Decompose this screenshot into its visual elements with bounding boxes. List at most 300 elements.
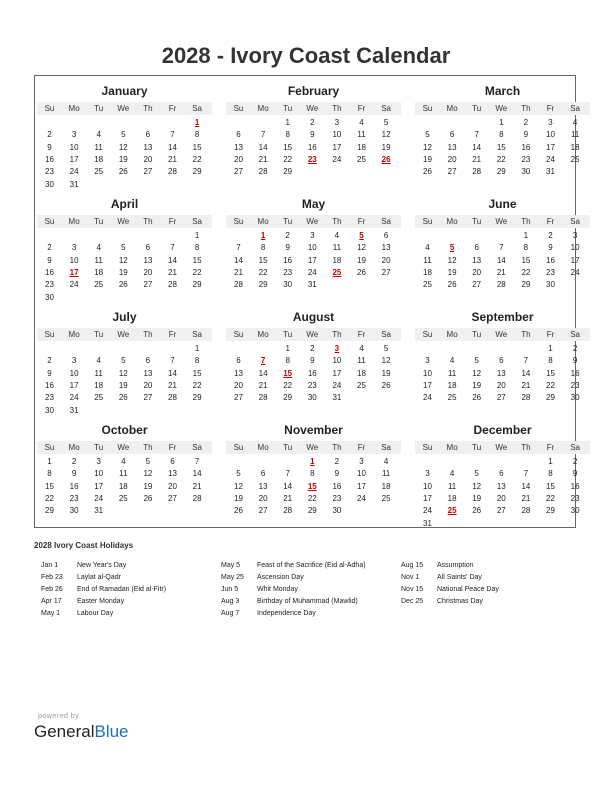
day-cell[interactable]: 13 xyxy=(447,142,457,152)
generalblue-logo[interactable] xyxy=(34,722,129,742)
day-cell[interactable]: 20 xyxy=(143,380,153,390)
day-cell[interactable]: 8 xyxy=(47,469,52,479)
day-cell[interactable]: 7 xyxy=(170,130,175,140)
day-cell[interactable]: 22 xyxy=(546,380,555,390)
day-cell[interactable]: 9 xyxy=(47,368,52,378)
day-cell[interactable]: 8 xyxy=(499,130,504,140)
day-cell[interactable]: 9 xyxy=(71,469,77,479)
day-cell[interactable]: 26 xyxy=(234,506,243,516)
day-cell[interactable]: 31 xyxy=(423,518,432,528)
day-cell[interactable]: 9 xyxy=(310,130,315,140)
day-cell[interactable]: 2 xyxy=(285,231,290,240)
day-cell[interactable]: 26 xyxy=(118,393,128,403)
day-cell[interactable]: 3 xyxy=(572,231,578,240)
day-cell[interactable]: 25 xyxy=(570,154,580,164)
day-cell[interactable]: 18 xyxy=(94,267,104,277)
day-cell[interactable]: 19 xyxy=(472,380,482,390)
day-cell[interactable]: 18 xyxy=(423,267,432,277)
day-cell[interactable]: 6 xyxy=(260,469,266,479)
day-cell[interactable]: 12 xyxy=(472,368,482,378)
day-cell[interactable]: 25 xyxy=(447,393,457,403)
day-cell[interactable]: 24 xyxy=(332,154,342,164)
day-cell[interactable]: 29 xyxy=(283,393,293,403)
day-cell[interactable]: 29 xyxy=(258,280,268,290)
day-cell[interactable]: 29 xyxy=(521,280,531,290)
day-cell[interactable]: 16 xyxy=(283,255,293,265)
day-cell[interactable]: 21 xyxy=(283,493,293,503)
day-cell[interactable]: 7 xyxy=(260,130,266,140)
day-cell[interactable]: 27 xyxy=(143,167,153,177)
day-cell[interactable]: 1 xyxy=(548,344,553,353)
day-cell[interactable]: 24 xyxy=(546,154,555,164)
day-cell[interactable]: 29 xyxy=(307,506,317,516)
day-cell[interactable]: 26 xyxy=(381,380,391,390)
day-cell[interactable]: 17 xyxy=(69,380,79,390)
day-cell[interactable]: 10 xyxy=(69,142,79,152)
day-cell[interactable]: 5 xyxy=(236,469,241,479)
day-cell[interactable]: 15 xyxy=(45,481,54,491)
day-cell[interactable]: 5 xyxy=(383,344,389,353)
day-cell[interactable]: 13 xyxy=(143,255,153,265)
day-cell[interactable]: 21 xyxy=(258,380,268,390)
day-cell[interactable]: 25 xyxy=(423,280,432,290)
day-cell[interactable]: 17 xyxy=(307,255,317,265)
day-cell[interactable]: 23 xyxy=(332,493,342,503)
day-cell[interactable]: 27 xyxy=(381,267,391,277)
day-cell[interactable]: 18 xyxy=(94,154,104,164)
day-cell[interactable]: 28 xyxy=(258,167,268,177)
day-cell[interactable]: 21 xyxy=(472,154,482,164)
day-cell[interactable]: 6 xyxy=(499,469,504,479)
day-cell[interactable]: 15 xyxy=(258,255,268,265)
day-cell[interactable]: 18 xyxy=(357,368,366,378)
day-cell[interactable]: 29 xyxy=(546,393,555,403)
day-cell[interactable]: 9 xyxy=(285,243,290,253)
day-cell[interactable]: 21 xyxy=(521,380,531,390)
day-cell[interactable]: 12 xyxy=(234,481,243,491)
day-cell[interactable]: 10 xyxy=(423,481,432,491)
day-cell[interactable]: 17 xyxy=(570,255,580,265)
day-cell[interactable]: 17 xyxy=(546,142,555,152)
day-cell[interactable]: 19 xyxy=(118,380,128,390)
day-cell[interactable]: 20 xyxy=(168,481,177,491)
day-cell[interactable]: 20 xyxy=(234,380,243,390)
day-cell[interactable]: 31 xyxy=(307,280,317,290)
day-cell[interactable]: 12 xyxy=(118,255,128,265)
day-cell[interactable]: 3 xyxy=(71,356,77,366)
day-cell[interactable]: 27 xyxy=(258,506,268,516)
day-cell[interactable]: 4 xyxy=(121,457,126,466)
day-cell[interactable]: 17 xyxy=(94,481,104,491)
day-cell[interactable]: 3 xyxy=(96,457,101,466)
day-cell[interactable]: 9 xyxy=(47,142,52,152)
day-cell[interactable]: 20 xyxy=(143,267,153,277)
day-cell[interactable]: 12 xyxy=(143,469,153,479)
holiday-day-cell[interactable]: 5 xyxy=(359,231,364,240)
day-cell[interactable]: 18 xyxy=(332,255,342,265)
day-cell[interactable]: 26 xyxy=(118,280,128,290)
day-cell[interactable]: 2 xyxy=(47,356,52,366)
day-cell[interactable]: 14 xyxy=(258,368,268,378)
day-cell[interactable]: 22 xyxy=(283,380,293,390)
day-cell[interactable]: 2 xyxy=(572,457,578,466)
day-cell[interactable]: 14 xyxy=(521,481,531,491)
day-cell[interactable]: 21 xyxy=(192,481,202,491)
day-cell[interactable]: 23 xyxy=(546,267,555,277)
day-cell[interactable]: 10 xyxy=(546,130,555,140)
day-cell[interactable]: 2 xyxy=(523,118,529,127)
day-cell[interactable]: 4 xyxy=(96,243,101,253)
day-cell[interactable]: 2 xyxy=(310,118,315,127)
day-cell[interactable]: 11 xyxy=(357,130,366,140)
day-cell[interactable]: 1 xyxy=(548,457,553,466)
day-cell[interactable]: 23 xyxy=(45,280,54,290)
day-cell[interactable]: 26 xyxy=(118,167,128,177)
day-cell[interactable]: 5 xyxy=(145,457,151,466)
day-cell[interactable]: 19 xyxy=(118,154,128,164)
day-cell[interactable]: 18 xyxy=(381,481,391,491)
day-cell[interactable]: 27 xyxy=(496,393,506,403)
day-cell[interactable]: 27 xyxy=(447,167,457,177)
day-cell[interactable]: 17 xyxy=(357,481,366,491)
day-cell[interactable]: 27 xyxy=(496,506,506,516)
day-cell[interactable]: 13 xyxy=(496,481,506,491)
day-cell[interactable]: 26 xyxy=(472,393,482,403)
day-cell[interactable]: 8 xyxy=(194,130,200,140)
day-cell[interactable]: 23 xyxy=(570,493,580,503)
day-cell[interactable]: 11 xyxy=(332,243,342,253)
day-cell[interactable]: 3 xyxy=(425,356,430,366)
day-cell[interactable]: 23 xyxy=(283,267,293,277)
day-cell[interactable]: 16 xyxy=(69,481,79,491)
day-cell[interactable]: 26 xyxy=(472,506,482,516)
day-cell[interactable]: 27 xyxy=(143,393,153,403)
day-cell[interactable]: 30 xyxy=(332,506,342,516)
day-cell[interactable]: 1 xyxy=(523,231,529,240)
holiday-day-cell[interactable]: 17 xyxy=(69,267,79,277)
day-cell[interactable]: 22 xyxy=(307,493,317,503)
day-cell[interactable]: 10 xyxy=(307,243,317,253)
day-cell[interactable]: 17 xyxy=(332,142,342,152)
day-cell[interactable]: 16 xyxy=(570,368,580,378)
day-cell[interactable]: 30 xyxy=(570,393,580,403)
day-cell[interactable]: 4 xyxy=(334,231,340,240)
day-cell[interactable]: 1 xyxy=(194,231,200,240)
day-cell[interactable]: 4 xyxy=(96,356,101,366)
day-cell[interactable]: 28 xyxy=(168,167,177,177)
day-cell[interactable]: 16 xyxy=(570,481,580,491)
day-cell[interactable]: 16 xyxy=(45,267,54,277)
day-cell[interactable]: 19 xyxy=(447,267,457,277)
day-cell[interactable]: 18 xyxy=(570,142,580,152)
day-cell[interactable]: 21 xyxy=(168,380,177,390)
day-cell[interactable]: 14 xyxy=(168,368,177,378)
day-cell[interactable]: 13 xyxy=(143,142,153,152)
day-cell[interactable]: 12 xyxy=(447,255,457,265)
day-cell[interactable]: 10 xyxy=(423,368,432,378)
day-cell[interactable]: 7 xyxy=(285,469,290,479)
day-cell[interactable]: 6 xyxy=(474,243,479,253)
day-cell[interactable]: 13 xyxy=(234,368,243,378)
day-cell[interactable]: 5 xyxy=(383,118,389,127)
day-cell[interactable]: 24 xyxy=(94,493,104,503)
day-cell[interactable]: 29 xyxy=(496,167,506,177)
holiday-day-cell[interactable]: 26 xyxy=(381,154,391,164)
day-cell[interactable]: 30 xyxy=(570,506,580,516)
day-cell[interactable]: 10 xyxy=(332,356,342,366)
day-cell[interactable]: 10 xyxy=(357,469,366,479)
holiday-day-cell[interactable]: 23 xyxy=(307,154,317,164)
day-cell[interactable]: 17 xyxy=(332,368,342,378)
day-cell[interactable]: 5 xyxy=(474,469,479,479)
day-cell[interactable]: 5 xyxy=(425,130,430,140)
day-cell[interactable]: 25 xyxy=(94,280,104,290)
day-cell[interactable]: 13 xyxy=(472,255,482,265)
day-cell[interactable]: 30 xyxy=(45,405,54,415)
day-cell[interactable]: 7 xyxy=(194,457,200,466)
day-cell[interactable]: 21 xyxy=(168,267,177,277)
day-cell[interactable]: 27 xyxy=(234,393,243,403)
day-cell[interactable]: 18 xyxy=(447,380,457,390)
day-cell[interactable]: 12 xyxy=(381,130,391,140)
day-cell[interactable]: 11 xyxy=(447,481,457,491)
day-cell[interactable]: 7 xyxy=(170,356,175,366)
day-cell[interactable]: 9 xyxy=(334,469,340,479)
day-cell[interactable]: 15 xyxy=(283,142,293,152)
day-cell[interactable]: 29 xyxy=(192,280,202,290)
day-cell[interactable]: 14 xyxy=(521,368,531,378)
day-cell[interactable]: 5 xyxy=(121,356,126,366)
day-cell[interactable]: 24 xyxy=(423,393,432,403)
day-cell[interactable]: 10 xyxy=(69,255,79,265)
day-cell[interactable]: 22 xyxy=(192,154,202,164)
day-cell[interactable]: 27 xyxy=(143,280,153,290)
day-cell[interactable]: 23 xyxy=(570,380,580,390)
holiday-day-cell[interactable]: 15 xyxy=(307,481,317,491)
day-cell[interactable]: 28 xyxy=(521,393,531,403)
day-cell[interactable]: 28 xyxy=(234,280,243,290)
day-cell[interactable]: 20 xyxy=(472,267,482,277)
day-cell[interactable]: 28 xyxy=(496,280,506,290)
day-cell[interactable]: 14 xyxy=(234,255,243,265)
day-cell[interactable]: 8 xyxy=(260,243,266,253)
day-cell[interactable]: 28 xyxy=(472,167,482,177)
day-cell[interactable]: 4 xyxy=(96,130,101,140)
day-cell[interactable]: 16 xyxy=(546,255,555,265)
day-cell[interactable]: 25 xyxy=(118,493,128,503)
day-cell[interactable]: 6 xyxy=(170,457,175,466)
day-cell[interactable]: 16 xyxy=(45,154,54,164)
day-cell[interactable]: 6 xyxy=(236,130,241,140)
day-cell[interactable]: 29 xyxy=(192,167,202,177)
day-cell[interactable]: 13 xyxy=(168,469,177,479)
day-cell[interactable]: 22 xyxy=(45,493,54,503)
day-cell[interactable]: 26 xyxy=(357,267,366,277)
day-cell[interactable]: 20 xyxy=(258,493,268,503)
day-cell[interactable]: 10 xyxy=(570,243,580,253)
day-cell[interactable]: 12 xyxy=(118,368,128,378)
day-cell[interactable]: 16 xyxy=(307,368,317,378)
day-cell[interactable]: 27 xyxy=(168,493,177,503)
day-cell[interactable]: 13 xyxy=(258,481,268,491)
day-cell[interactable]: 26 xyxy=(447,280,457,290)
day-cell[interactable]: 29 xyxy=(45,506,54,516)
day-cell[interactable]: 15 xyxy=(192,255,202,265)
day-cell[interactable]: 3 xyxy=(425,469,430,479)
day-cell[interactable]: 9 xyxy=(572,356,578,366)
day-cell[interactable]: 6 xyxy=(236,356,241,366)
day-cell[interactable]: 22 xyxy=(496,154,506,164)
day-cell[interactable]: 4 xyxy=(449,356,455,366)
day-cell[interactable]: 1 xyxy=(285,118,290,127)
day-cell[interactable]: 20 xyxy=(496,493,506,503)
day-cell[interactable]: 28 xyxy=(168,280,177,290)
day-cell[interactable]: 31 xyxy=(546,167,555,177)
day-cell[interactable]: 29 xyxy=(283,167,293,177)
day-cell[interactable]: 30 xyxy=(69,506,79,516)
day-cell[interactable]: 20 xyxy=(447,154,457,164)
day-cell[interactable]: 6 xyxy=(449,130,455,140)
day-cell[interactable]: 24 xyxy=(332,380,342,390)
day-cell[interactable]: 23 xyxy=(521,154,531,164)
day-cell[interactable]: 30 xyxy=(546,280,555,290)
day-cell[interactable]: 19 xyxy=(381,368,391,378)
day-cell[interactable]: 18 xyxy=(118,481,128,491)
day-cell[interactable]: 2 xyxy=(71,457,77,466)
holiday-day-cell[interactable]: 15 xyxy=(283,368,293,378)
day-cell[interactable]: 8 xyxy=(194,243,200,253)
day-cell[interactable]: 9 xyxy=(310,356,315,366)
day-cell[interactable]: 8 xyxy=(548,356,553,366)
day-cell[interactable]: 15 xyxy=(546,368,555,378)
day-cell[interactable]: 8 xyxy=(548,469,553,479)
day-cell[interactable]: 1 xyxy=(47,457,52,466)
day-cell[interactable]: 12 xyxy=(423,142,432,152)
day-cell[interactable]: 2 xyxy=(47,130,52,140)
day-cell[interactable]: 25 xyxy=(94,393,104,403)
day-cell[interactable]: 21 xyxy=(258,154,268,164)
day-cell[interactable]: 7 xyxy=(523,469,529,479)
day-cell[interactable]: 23 xyxy=(69,493,79,503)
day-cell[interactable]: 25 xyxy=(94,167,104,177)
holiday-day-cell[interactable]: 25 xyxy=(447,506,457,516)
day-cell[interactable]: 30 xyxy=(45,292,54,302)
day-cell[interactable]: 21 xyxy=(521,493,531,503)
day-cell[interactable]: 2 xyxy=(47,243,52,253)
day-cell[interactable]: 8 xyxy=(523,243,529,253)
day-cell[interactable]: 11 xyxy=(423,255,432,265)
day-cell[interactable]: 18 xyxy=(447,493,457,503)
day-cell[interactable]: 12 xyxy=(357,243,366,253)
day-cell[interactable]: 19 xyxy=(472,493,482,503)
holiday-day-cell[interactable]: 1 xyxy=(194,118,200,127)
day-cell[interactable]: 27 xyxy=(472,280,482,290)
day-cell[interactable]: 31 xyxy=(69,405,79,415)
day-cell[interactable]: 22 xyxy=(192,380,202,390)
day-cell[interactable]: 30 xyxy=(521,167,531,177)
day-cell[interactable]: 22 xyxy=(521,267,531,277)
day-cell[interactable]: 9 xyxy=(548,243,553,253)
day-cell[interactable]: 3 xyxy=(359,457,364,466)
day-cell[interactable]: 11 xyxy=(447,368,457,378)
day-cell[interactable]: 19 xyxy=(357,255,366,265)
day-cell[interactable]: 14 xyxy=(168,142,177,152)
day-cell[interactable]: 15 xyxy=(192,142,202,152)
day-cell[interactable]: 17 xyxy=(423,380,432,390)
day-cell[interactable]: 20 xyxy=(143,154,153,164)
day-cell[interactable]: 14 xyxy=(258,142,268,152)
holiday-day-cell[interactable]: 5 xyxy=(449,243,455,253)
day-cell[interactable]: 16 xyxy=(332,481,342,491)
day-cell[interactable]: 8 xyxy=(194,356,200,366)
day-cell[interactable]: 14 xyxy=(192,469,202,479)
day-cell[interactable]: 16 xyxy=(521,142,531,152)
day-cell[interactable]: 5 xyxy=(121,130,126,140)
day-cell[interactable]: 6 xyxy=(145,356,151,366)
day-cell[interactable]: 4 xyxy=(383,457,389,466)
day-cell[interactable]: 12 xyxy=(118,142,128,152)
day-cell[interactable]: 19 xyxy=(143,481,153,491)
day-cell[interactable]: 22 xyxy=(258,267,268,277)
day-cell[interactable]: 30 xyxy=(45,179,54,189)
day-cell[interactable]: 25 xyxy=(357,380,366,390)
day-cell[interactable]: 11 xyxy=(357,356,366,366)
day-cell[interactable]: 16 xyxy=(45,380,54,390)
day-cell[interactable]: 20 xyxy=(381,255,391,265)
day-cell[interactable]: 12 xyxy=(381,356,391,366)
day-cell[interactable]: 29 xyxy=(192,393,202,403)
day-cell[interactable]: 6 xyxy=(145,243,151,253)
day-cell[interactable]: 1 xyxy=(194,344,200,353)
day-cell[interactable]: 19 xyxy=(381,142,391,152)
day-cell[interactable]: 28 xyxy=(192,493,202,503)
day-cell[interactable]: 26 xyxy=(143,493,153,503)
day-cell[interactable]: 15 xyxy=(496,142,506,152)
holiday-day-cell[interactable]: 1 xyxy=(260,231,266,240)
day-cell[interactable]: 1 xyxy=(499,118,504,127)
day-cell[interactable]: 3 xyxy=(310,231,315,240)
day-cell[interactable]: 27 xyxy=(234,167,243,177)
day-cell[interactable]: 8 xyxy=(285,356,290,366)
day-cell[interactable]: 5 xyxy=(121,243,126,253)
day-cell[interactable]: 3 xyxy=(71,130,77,140)
day-cell[interactable]: 9 xyxy=(523,130,529,140)
day-cell[interactable]: 10 xyxy=(94,469,104,479)
day-cell[interactable]: 11 xyxy=(94,142,103,152)
day-cell[interactable]: 2 xyxy=(572,344,578,353)
day-cell[interactable]: 14 xyxy=(472,142,482,152)
day-cell[interactable]: 30 xyxy=(307,393,317,403)
holiday-day-cell[interactable]: 25 xyxy=(332,267,342,277)
day-cell[interactable]: 13 xyxy=(234,142,243,152)
day-cell[interactable]: 31 xyxy=(69,179,79,189)
day-cell[interactable]: 13 xyxy=(496,368,506,378)
day-cell[interactable]: 22 xyxy=(283,154,293,164)
day-cell[interactable]: 9 xyxy=(572,469,578,479)
day-cell[interactable]: 24 xyxy=(423,506,432,516)
day-cell[interactable]: 10 xyxy=(332,130,342,140)
day-cell[interactable]: 15 xyxy=(546,481,555,491)
day-cell[interactable]: 7 xyxy=(170,243,175,253)
day-cell[interactable]: 12 xyxy=(472,481,482,491)
day-cell[interactable]: 28 xyxy=(521,506,531,516)
day-cell[interactable]: 4 xyxy=(572,118,578,127)
day-cell[interactable]: 31 xyxy=(332,393,342,403)
day-cell[interactable]: 16 xyxy=(307,142,317,152)
day-cell[interactable]: 31 xyxy=(94,506,104,516)
day-cell[interactable]: 11 xyxy=(381,469,391,479)
holiday-day-cell[interactable]: 7 xyxy=(260,356,266,366)
